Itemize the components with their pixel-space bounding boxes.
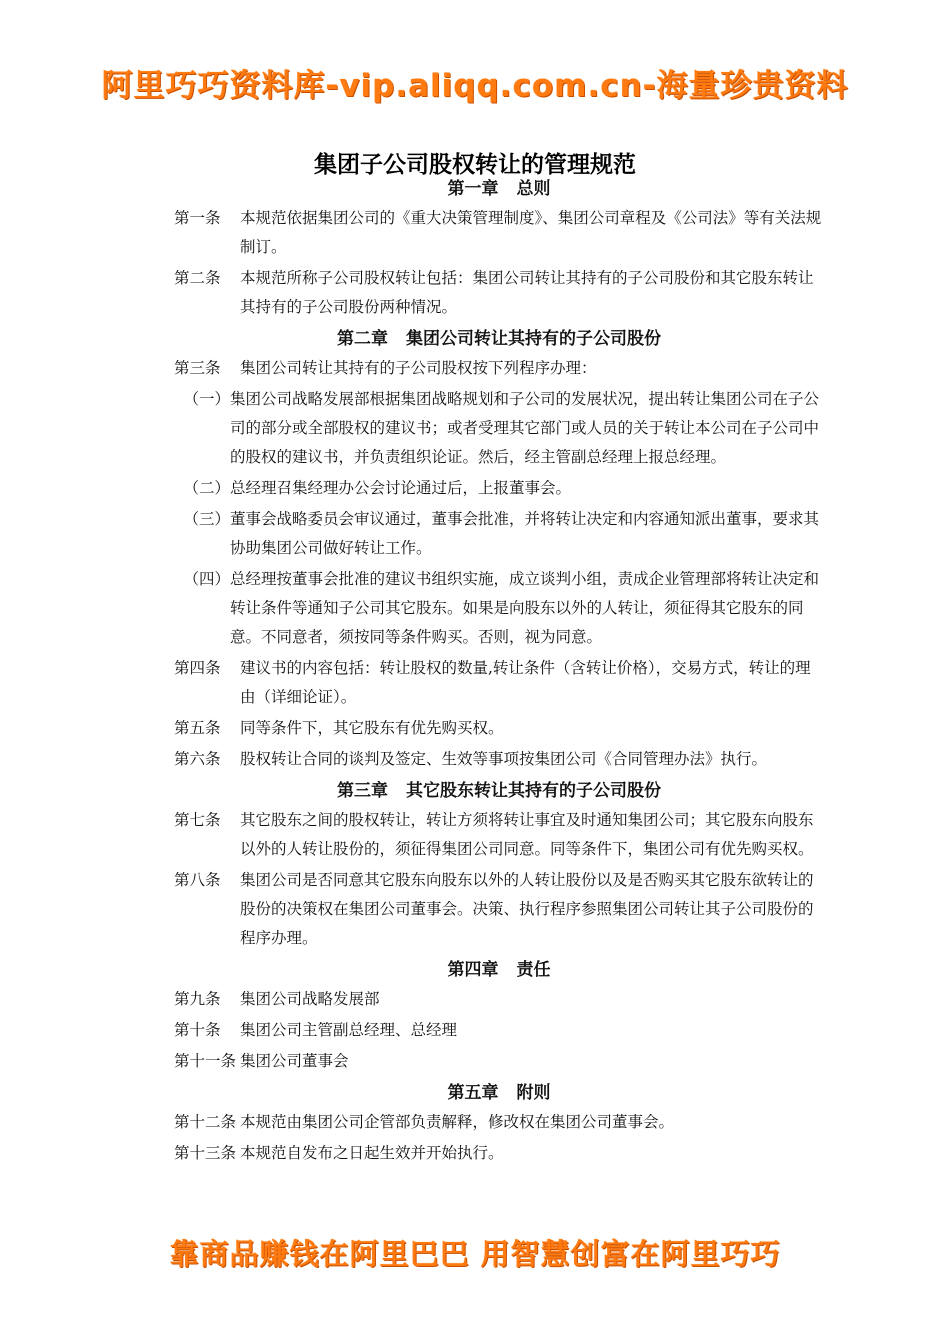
- article-label: 第九条: [174, 990, 221, 1008]
- article-text: 集团公司是否同意其它股东向股东以外的人转让股份以及是否购买其它股东欲转让的股份的决策权在集团公司董事会。决策、执行程序参照集团公司转让其子公司股份的程序办理。: [240, 871, 814, 947]
- article: [174, 985, 824, 1014]
- article-text: 同等条件下，其它股东有优先购买权。: [240, 719, 504, 737]
- item-label: （二）: [183, 479, 230, 497]
- article: [174, 1139, 824, 1168]
- article-text: 集团公司战略发展部: [240, 990, 380, 1008]
- article-label: 第十三条: [174, 1144, 237, 1162]
- article-text: 集团公司主管副总经理、总经理: [240, 1021, 458, 1039]
- article-text: 股权转让合同的谈判及签定、生效等事项按集团公司《合同管理办法》执行。: [240, 750, 768, 768]
- chapter-name: 其它股东转让其持有的子公司股份: [406, 781, 661, 801]
- article-label: 第四条: [174, 659, 221, 677]
- chapter-name: 责任: [516, 960, 551, 980]
- chapter-number: 第四章: [447, 960, 499, 980]
- header-banner: 阿里巧巧资料库-vip.aliqq.com.cn-海量珍贵资料: [101, 68, 849, 104]
- article-label: 第七条: [174, 811, 221, 829]
- article: [174, 806, 824, 864]
- article-text: 本规范依据集团公司的《重大决策管理制度》、集团公司章程及《公司法》等有关法规制订。: [240, 209, 822, 256]
- article-label: 第十条: [174, 1021, 221, 1039]
- procedure-item: [174, 385, 824, 472]
- article-label: 第十一条: [174, 1052, 237, 1070]
- article-label: 第一条: [174, 209, 221, 227]
- chapter-heading: [174, 174, 824, 204]
- footer-banner: 靠商品赚钱在阿里巴巴 用智慧创富在阿里巧巧: [169, 1237, 781, 1271]
- chapter-heading: [174, 776, 824, 806]
- article: [174, 264, 824, 322]
- item-text: 集团公司战略发展部根据集团战略规划和子公司的发展状况，提出转让集团公司在子公司的部分或全部股权的建议书；或者受理其它部门或人员的关于转让本公司在子公司中的股权的建议书，并负责组织论证。然后，经主管副总经理上报总经理。: [230, 390, 820, 466]
- article-text: 本规范自发布之日起生效并开始执行。: [240, 1144, 504, 1162]
- chapter-name: 附则: [516, 1083, 551, 1103]
- article: [174, 1047, 824, 1076]
- procedure-item: [174, 505, 824, 563]
- article: [174, 1108, 824, 1137]
- item-label: （三）: [183, 510, 230, 528]
- article-label: 第十二条: [174, 1113, 237, 1131]
- article-text: 建议书的内容包括：转让股权的数量,转让条件（含转让价格），交易方式，转让的理由（详细论证）。: [240, 659, 811, 706]
- article-text: 其它股东之间的股权转让，转让方须将转让事宜及时通知集团公司；其它股东向股东以外的人转让股份的，须征得集团公司同意。同等条件下，集团公司有优先购买权。: [240, 811, 814, 858]
- item-label: （四）: [183, 570, 230, 588]
- chapter-number: 第一章: [447, 179, 499, 199]
- chapter-name: 总则: [516, 179, 551, 199]
- chapter-number: 第五章: [447, 1083, 499, 1103]
- article: [174, 204, 824, 262]
- item-text: 总经理按董事会批准的建议书组织实施，成立谈判小组，责成企业管理部将转让决定和转让条件等通知子公司其它股东。如果是向股东以外的人转让，须征得其它股东的同意。不同意者，须按同等条件购买。否则，视为同意。: [230, 570, 820, 646]
- article-text: 本规范由集团公司企管部负责解释，修改权在集团公司董事会。: [240, 1113, 675, 1131]
- procedure-item: [174, 565, 824, 652]
- article-text: 集团公司转让其持有的子公司股权按下列程序办理：: [240, 359, 597, 377]
- article-label: 第六条: [174, 750, 221, 768]
- article-label: 第五条: [174, 719, 221, 737]
- item-label: （一）: [183, 390, 230, 408]
- chapter-heading: [174, 1078, 824, 1108]
- chapter-heading: [174, 324, 824, 354]
- article-text: 本规范所称子公司股权转让包括：集团公司转让其持有的子公司股份和其它股东转让其持有的子公司股份两种情况。: [240, 269, 814, 316]
- article: [174, 1016, 824, 1045]
- chapter-name: 集团公司转让其持有的子公司股份: [406, 329, 661, 349]
- article: [174, 654, 824, 712]
- article: [174, 866, 824, 953]
- item-text: 总经理召集经理办公会讨论通过后，上报董事会。: [230, 479, 572, 497]
- article-label: 第二条: [174, 269, 221, 287]
- chapter-heading: [174, 955, 824, 985]
- item-text: 董事会战略委员会审议通过，董事会批准，并将转让决定和内容通知派出董事，要求其协助集团公司做好转让工作。: [230, 510, 820, 557]
- document-body: [174, 174, 824, 1170]
- chapter-number: 第二章: [337, 329, 388, 349]
- article-label: 第八条: [174, 871, 221, 889]
- article: [174, 354, 824, 383]
- article: [174, 745, 824, 774]
- procedure-item: [174, 474, 824, 503]
- article: [174, 714, 824, 743]
- article-label: 第三条: [174, 359, 221, 377]
- page-title: 集团子公司股权转让的管理规范: [314, 152, 636, 178]
- article-text: 集团公司董事会: [240, 1052, 349, 1070]
- chapter-number: 第三章: [337, 781, 388, 801]
